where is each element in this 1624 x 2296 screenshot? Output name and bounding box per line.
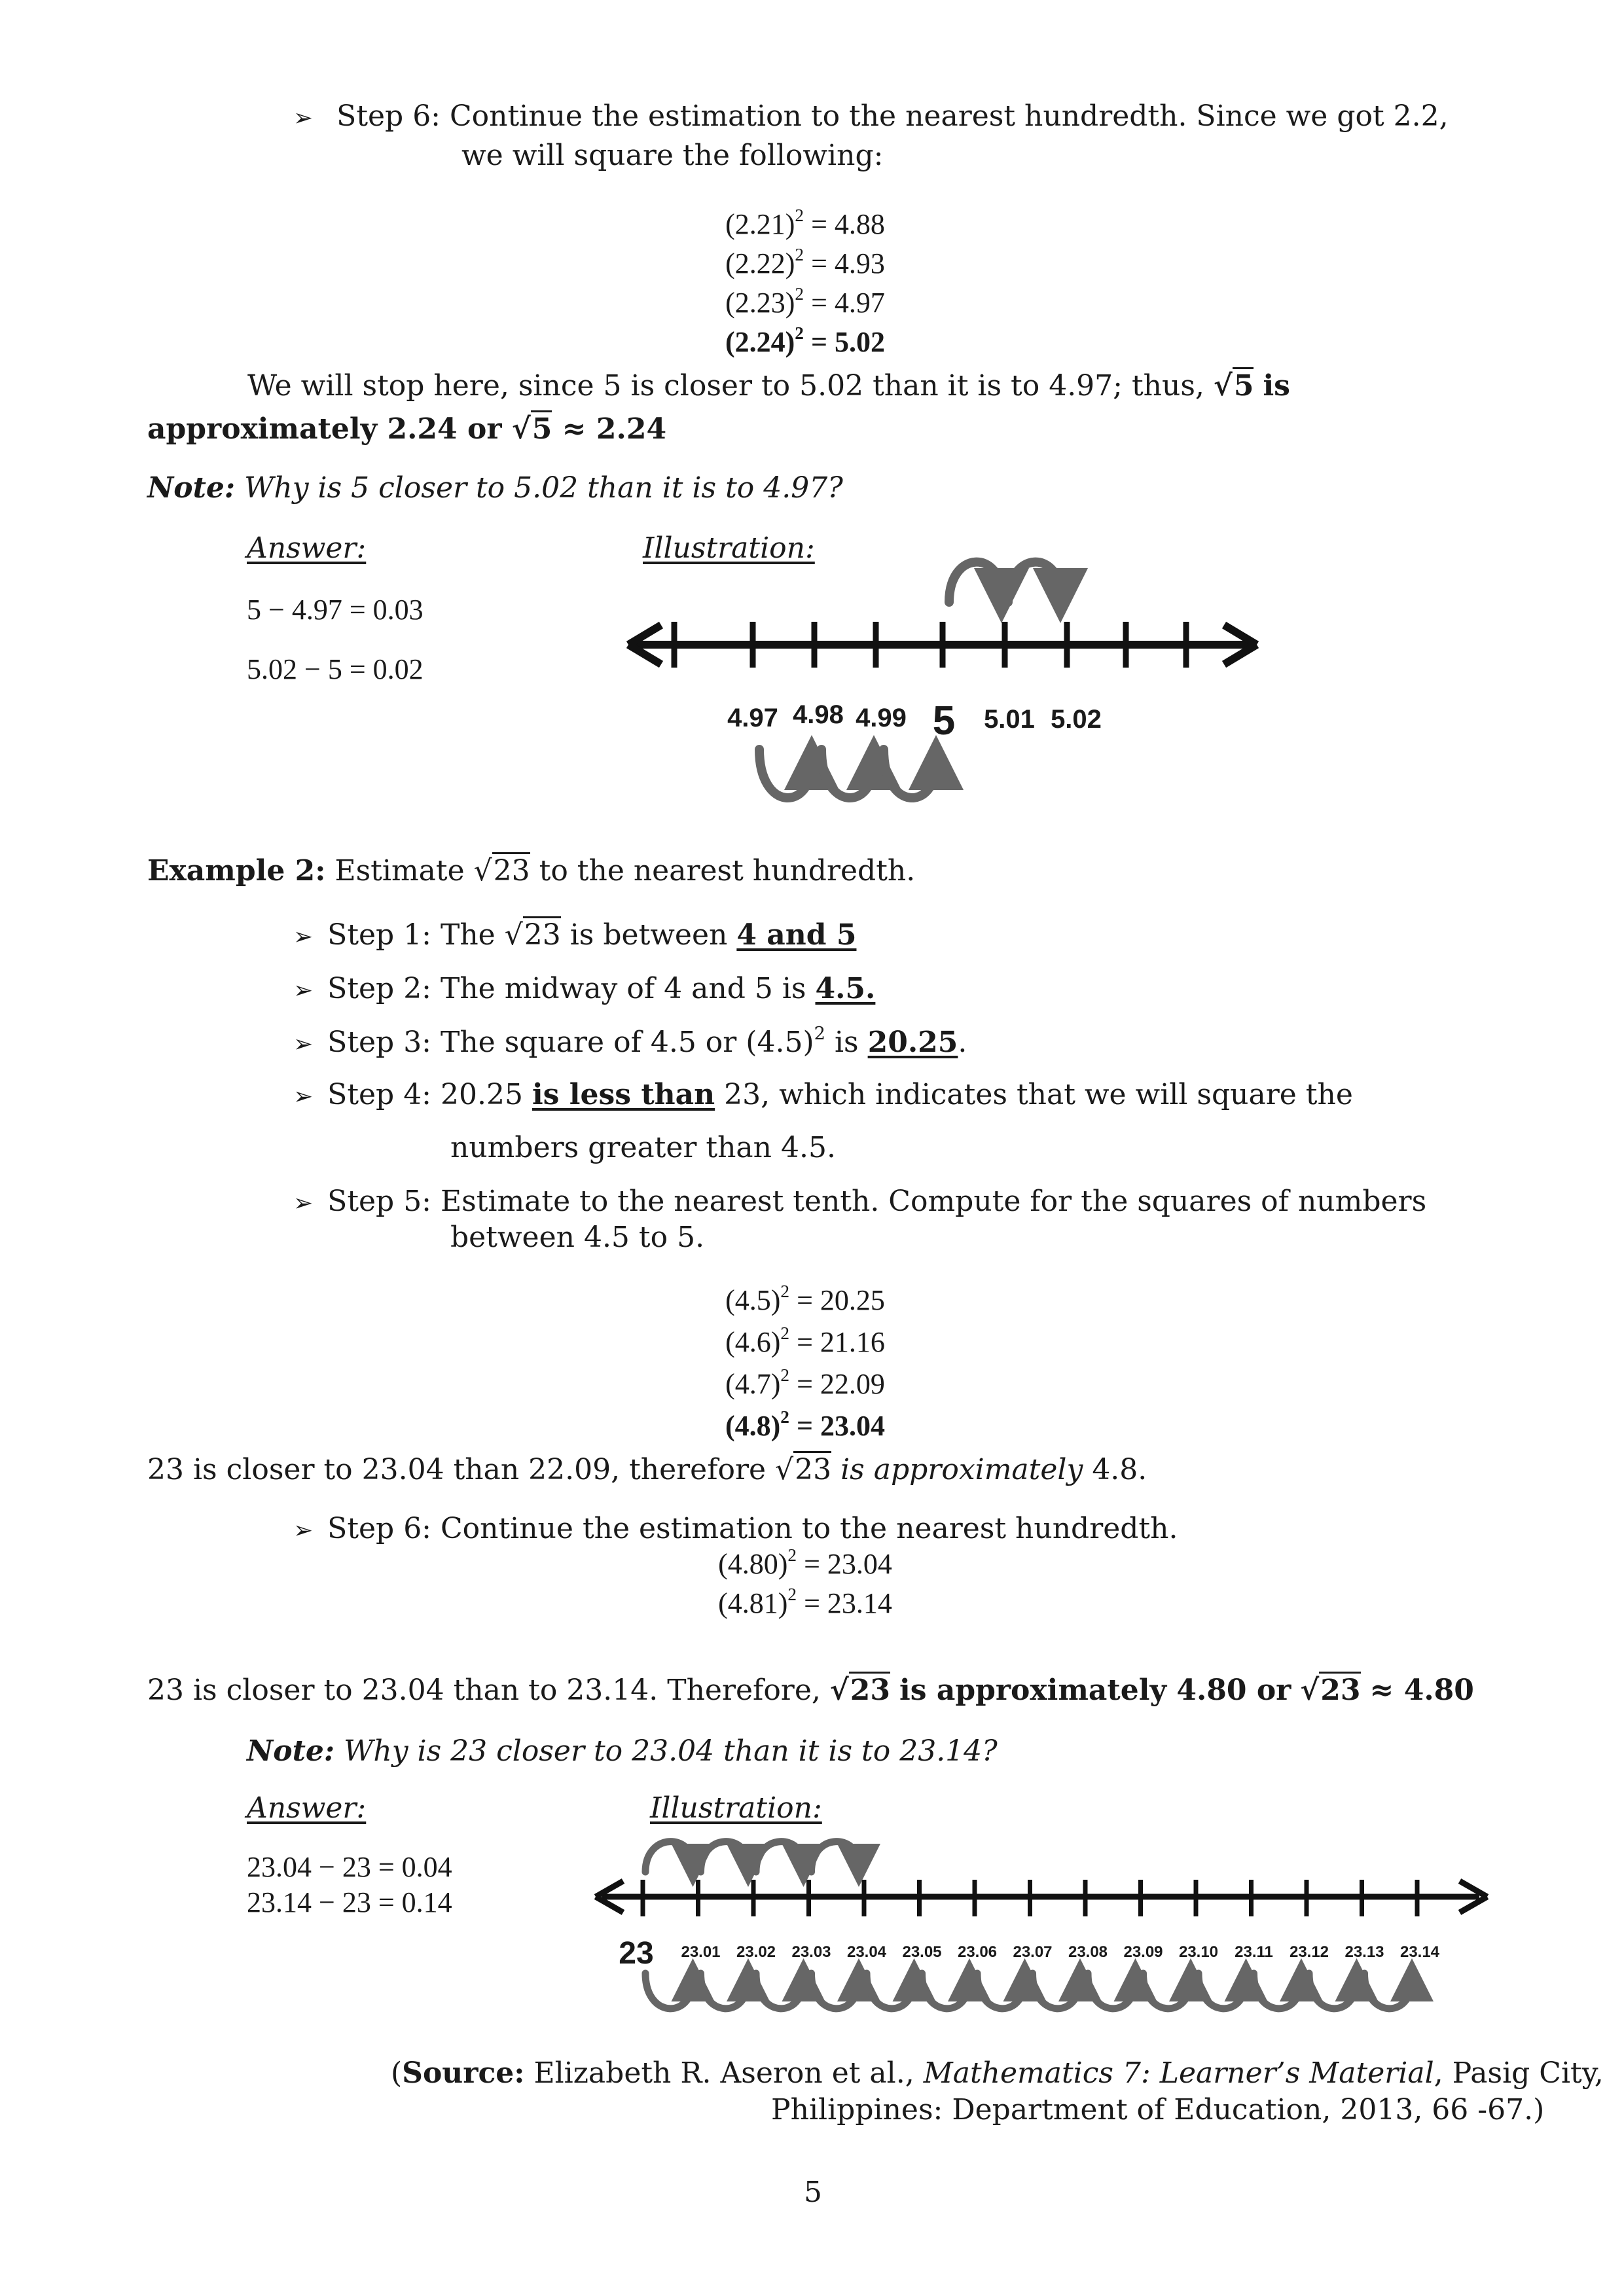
step-3: ➢ Step 3: The square of 4.5 or $(4.5)^2$ is 20.25.	[293, 1023, 967, 1059]
tick-label: 5	[932, 698, 956, 744]
answer2-label: Answer:	[247, 1791, 367, 1825]
squares-block-b	[681, 1280, 929, 1447]
bottom-arcs	[759, 749, 936, 798]
tick-label: 4.98	[793, 700, 844, 729]
tick-label: 23.08	[1068, 1943, 1108, 1961]
square-row-bold: $(2.24)^2 = 5.02$	[725, 323, 886, 358]
top-arcs	[949, 562, 1060, 602]
answer2-line1: 23.04 − 23 = 0.04	[247, 1851, 452, 1883]
step6-line2: we will square the following:	[461, 139, 884, 172]
step-1: ➢ Step 1: The √23 is between 4 and 5	[293, 917, 856, 956]
squares-block-a	[681, 205, 929, 362]
bullet-icon: ➢	[293, 1083, 314, 1110]
bullet-icon: ➢	[293, 1031, 314, 1058]
tick-label: 23.13	[1344, 1943, 1384, 1961]
tick-label: 4.97	[727, 704, 778, 732]
answer1-line2: 5.02 − 5 = 0.02	[247, 653, 424, 685]
conclusion1-line1: We will stop here, since 5 is closer to 5.02 than it is to 4.97; thus, √5 is	[247, 368, 1290, 404]
tick-label: 23.09	[1123, 1943, 1163, 1961]
step-6b: ➢ Step 6: Continue the estimation to the nearest hundredth.	[293, 1512, 1178, 1545]
sqrt5: √5	[1214, 367, 1254, 403]
number-line-1	[622, 537, 1270, 825]
bullet-icon: ➢	[293, 977, 314, 1004]
bullet-icon: ➢	[293, 105, 314, 132]
curve-arrow-icon	[1365, 1973, 1413, 2009]
tick-label: 23.05	[902, 1943, 942, 1961]
tick-label: 5.01	[984, 705, 1035, 734]
curve-arrow-icon	[1144, 1973, 1191, 2009]
curve-arrow-icon	[645, 1973, 693, 2009]
square-row: $(2.21)^2 = 4.88$	[725, 205, 885, 240]
step-5-line2: between 4.5 to 5.	[450, 1221, 705, 1254]
curve-arrow-icon	[867, 1973, 914, 2009]
curve-arrow-icon	[1008, 562, 1060, 602]
step-4: ➢ Step 4: 20.25 is less than 23, which indicates that we will square the	[293, 1078, 1353, 1111]
square-row: $(4.6)^2 = 21.16$	[725, 1323, 885, 1358]
tick-labels	[619, 1936, 1439, 1971]
bullet-icon: ➢	[293, 1517, 314, 1544]
curve-arrow-icon	[922, 1973, 970, 2009]
step6-line1: Step 6: Continue the estimation to the nearest hundredth. Since we got 2.2,	[336, 99, 1449, 133]
tick-label: 23.14	[1399, 1943, 1440, 1961]
curve-arrow-icon	[949, 562, 1001, 602]
tick-label: 23.06	[957, 1943, 998, 1961]
square-row: $(2.23)^2 = 4.97$	[725, 283, 885, 319]
square-row-bold: $(4.8)^2 = 23.04$	[725, 1407, 886, 1442]
curve-arrow-icon	[759, 749, 812, 798]
curve-arrow-icon	[756, 1973, 804, 2009]
tick-label: 5.02	[1051, 705, 1102, 734]
bullet-icon: ➢	[293, 924, 314, 950]
curve-arrow-icon	[701, 1842, 749, 1872]
tick-label: 4.99	[856, 704, 907, 732]
answer1-label: Answer:	[247, 531, 367, 565]
step-5: ➢ Step 5: Estimate to the nearest tenth. Compute for the squares of numbers	[293, 1185, 1427, 1218]
curve-arrow-icon	[1199, 1973, 1246, 2009]
curve-arrow-icon	[812, 1842, 859, 1872]
conclusion1-line2: approximately 2.24 or √5 ≈ 2.24	[147, 411, 666, 448]
tick-label: 23.07	[1013, 1943, 1053, 1961]
answer2-line2: 23.14 − 23 = 0.14	[247, 1886, 452, 1918]
tick-label: 23	[619, 1936, 654, 1971]
square-row: $(4.5)^2 = 20.25$	[725, 1281, 885, 1316]
tick-label: 23.12	[1289, 1943, 1329, 1961]
squares-block-c	[681, 1545, 929, 1623]
page-number: 5	[804, 2176, 822, 2209]
conclusion3: 23 is closer to 23.04 than to 23.14. Therefore, √23 is approximately 4.80 or √23 ≈ 4.80	[147, 1672, 1474, 1709]
curve-arrow-icon	[884, 749, 936, 798]
source-line1: (Source: Elizabeth R. Aseron et al., Mathematics 7: Learner’s Material, Pasig City,	[391, 2056, 1604, 2090]
note1: Note: Why is 5 closer to 5.02 than it is to 4.97?	[147, 471, 843, 505]
square-row: $(4.7)^2 = 22.09$	[725, 1365, 885, 1400]
tick-label: 23.02	[736, 1943, 776, 1961]
example2-heading: Example 2: Estimate √23 to the nearest hundredth.	[147, 853, 915, 889]
source-line2: Philippines: Department of Education, 2013, 66 -67.)	[771, 2093, 1545, 2126]
curve-arrow-icon	[812, 1973, 859, 2009]
curve-arrow-icon	[1254, 1973, 1302, 2009]
answer1-line1: 5 − 4.97 = 0.03	[247, 594, 424, 626]
curve-arrow-icon	[1033, 1973, 1081, 2009]
step6-intro	[293, 98, 1449, 137]
illustration2-label: Illustration:	[650, 1791, 822, 1825]
note2: Note: Why is 23 closer to 23.04 than it is to 23.14?	[247, 1734, 998, 1768]
tick-label: 23.11	[1235, 1943, 1273, 1961]
bullet-icon: ➢	[293, 1190, 314, 1217]
tick-label: 23.01	[681, 1943, 721, 1961]
number-line-2	[589, 1833, 1499, 2029]
curve-arrow-icon	[701, 1973, 749, 2009]
tick-label: 23.04	[846, 1943, 887, 1961]
step-2: ➢ Step 2: The midway of 4 and 5 is 4.5.	[293, 972, 876, 1005]
tick-label: 23.03	[791, 1943, 831, 1961]
tick-label: 23.10	[1178, 1943, 1219, 1961]
conclusion2: 23 is closer to 23.04 than 22.09, therefore √23 is approximately 4.8.	[147, 1452, 1147, 1488]
step-4-line2: numbers greater than 4.5.	[450, 1131, 836, 1164]
square-row: $(4.80)^2 = 23.04$	[718, 1545, 892, 1580]
top-arcs	[645, 1842, 859, 1872]
bottom-arcs	[645, 1973, 1412, 2009]
square-row: $(4.81)^2 = 23.14$	[718, 1584, 892, 1619]
curve-arrow-icon	[821, 749, 874, 798]
square-row: $(2.22)^2 = 4.93$	[725, 244, 885, 279]
curve-arrow-icon	[1088, 1973, 1136, 2009]
curve-arrow-icon	[977, 1973, 1025, 2009]
curve-arrow-icon	[645, 1842, 693, 1872]
curve-arrow-icon	[756, 1842, 804, 1872]
illustration1-label: Illustration:	[643, 531, 815, 565]
curve-arrow-icon	[1309, 1973, 1357, 2009]
